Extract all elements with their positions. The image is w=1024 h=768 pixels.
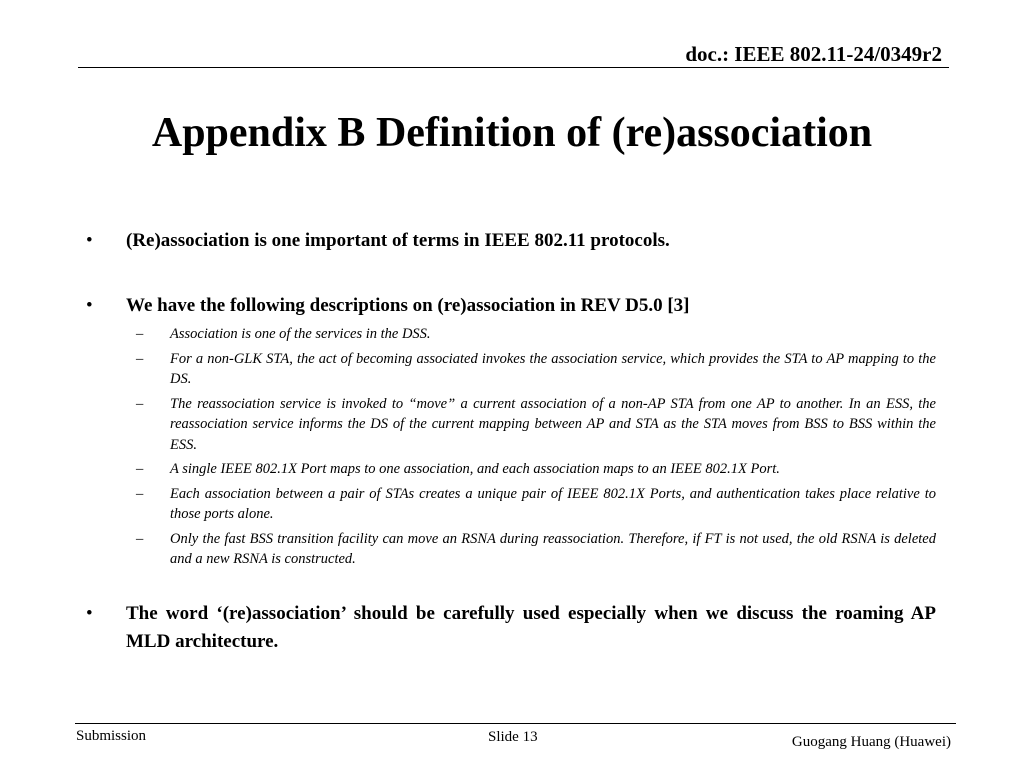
footer-author: Guogang Huang (Huawei) (791, 734, 951, 750)
header-divider (78, 67, 949, 68)
slide-title: Appendix B Definition of (re)association (151, 110, 873, 156)
sub-bullet-item (84, 349, 936, 390)
footer-submission: Submission (76, 728, 147, 744)
dash-mark: – (136, 530, 144, 547)
bullet-item (84, 292, 936, 320)
bullet-text: The word ‘(re)association’ should be carefully used especially when we discuss the roaming AP MLD architecture. (126, 602, 936, 652)
dash-mark: – (136, 461, 144, 477)
dash-mark: – (136, 350, 144, 367)
sub-bullet-item (84, 484, 936, 525)
sub-bullet-item (84, 394, 936, 456)
sub-bullet-text: A single IEEE 802.1X Port maps to one association, and each association maps to an IEEE 802.1X Port. (170, 461, 780, 477)
sub-bullet-list (84, 324, 936, 570)
sub-bullet-item (84, 459, 936, 480)
sub-bullet-text: Association is one of the services in the DSS. (170, 326, 431, 342)
bullet-mark: • (86, 602, 93, 624)
dash-mark: – (136, 485, 144, 502)
sub-bullet-item (84, 529, 936, 570)
dash-mark: – (136, 395, 144, 412)
sub-bullet-text: The reassociation service is invoked to “move” a current association of a non-AP STA from one AP to another. In an ESS, the reassociation service informs the DS of the current mapping between AP and STA as the STA moves from BSS to BSS within the ESS. (170, 395, 936, 453)
bullet-text: (Re)association is one important of terms in IEEE 802.11 protocols. (126, 230, 670, 251)
doc-id-header: doc.: IEEE 802.11-24/0349r2 (685, 42, 942, 66)
bullet-mark: • (86, 230, 93, 251)
bullet-text: We have the following descriptions on (re)association in REV D5.0 [3] (126, 295, 690, 316)
bullet-item (84, 600, 936, 656)
footer-divider (75, 723, 956, 724)
sub-bullet-text: For a non-GLK STA, the act of becoming associated invokes the association service, which provides the STA to AP mapping to the DS. (170, 350, 936, 387)
dash-mark: – (136, 326, 144, 342)
sub-bullet-text: Each association between a pair of STAs creates a unique pair of IEEE 802.1X Ports, and authentication takes place relative to those ports alone. (170, 485, 936, 522)
sub-bullet-item (84, 324, 936, 345)
bullet-item (84, 227, 936, 255)
sub-bullet-text: Only the fast BSS transition facility can move an RSNA during reassociation. Therefore, if FT is not used, the old RSNA is deleted and a new RSNA is constructed. (170, 530, 936, 567)
slide-number: Slide 13 (488, 729, 538, 745)
bullet-mark: • (86, 295, 93, 316)
slide-body (84, 227, 936, 656)
